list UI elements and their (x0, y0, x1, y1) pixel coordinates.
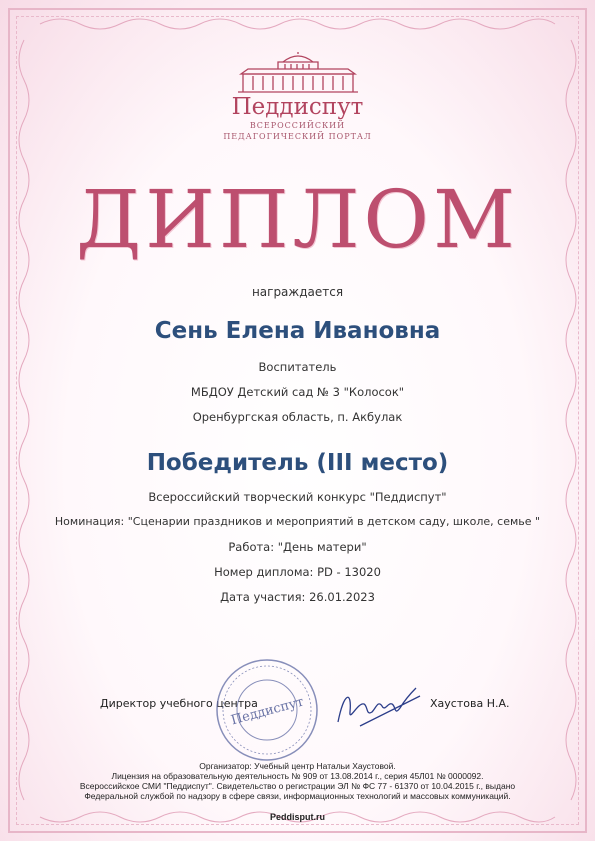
recipient-organization: МБДОУ Детский сад № 3 "Колосок" (190, 385, 405, 399)
contest-name: Всероссийский творческий конкурс "Педдиспут" (148, 490, 447, 504)
logo-name: Педдиспут (231, 94, 364, 120)
recipient-position: Воспитатель (258, 360, 337, 374)
footer-registration: Всероссийское СМИ "Педдиспут". Свидетельство о регистрации ЭЛ № ФС 77 - 61370 от 10.04.2015 г., выдано (79, 781, 516, 791)
result-title: Победитель (III место) (146, 450, 449, 476)
peddisput-logo (200, 52, 395, 148)
director-label: Директор учебного центра (100, 697, 258, 710)
footer-license: Лицензия на образовательную деятельность № 909 от 13.08.2014 г., серия 45Л01 № 0000092. (111, 771, 484, 781)
diploma-title: ДИПЛОМ (76, 173, 519, 266)
nomination: Номинация: "Сценарии праздников и мероприятий в детском саду, школе, семье " (54, 515, 541, 528)
building-icon (233, 52, 363, 96)
logo-subtitle-2: ПЕДАГОГИЧЕСКИЙ ПОРТАЛ (223, 132, 372, 141)
stamp-seal (205, 655, 335, 765)
footer-site: Peddisput.ru (269, 812, 325, 822)
stamp-text: Педдиспут (229, 694, 306, 729)
footer-organizer: Организатор: Учебный центр Натальи Хаустовой. (199, 761, 396, 771)
awarded-text: награждается (251, 285, 344, 299)
director-signature (330, 682, 425, 732)
work-title: Работа: "День матери" (228, 540, 367, 554)
participation-date: Дата участия: 26.01.2023 (220, 590, 375, 604)
logo-subtitle-1: ВСЕРОССИЙСКИЙ (249, 121, 346, 130)
recipient-name: Сень Елена Ивановна (154, 318, 441, 344)
director-name: Хаустова Н.А. (430, 697, 510, 710)
recipient-location: Оренбургская область, п. Акбулак (192, 410, 403, 424)
diploma-number: Номер диплома: PD - 13020 (214, 565, 381, 579)
footer-authority: Федеральной службой по надзору в сфере связи, информационных технологий и массовых коммуникаций. (84, 791, 511, 801)
